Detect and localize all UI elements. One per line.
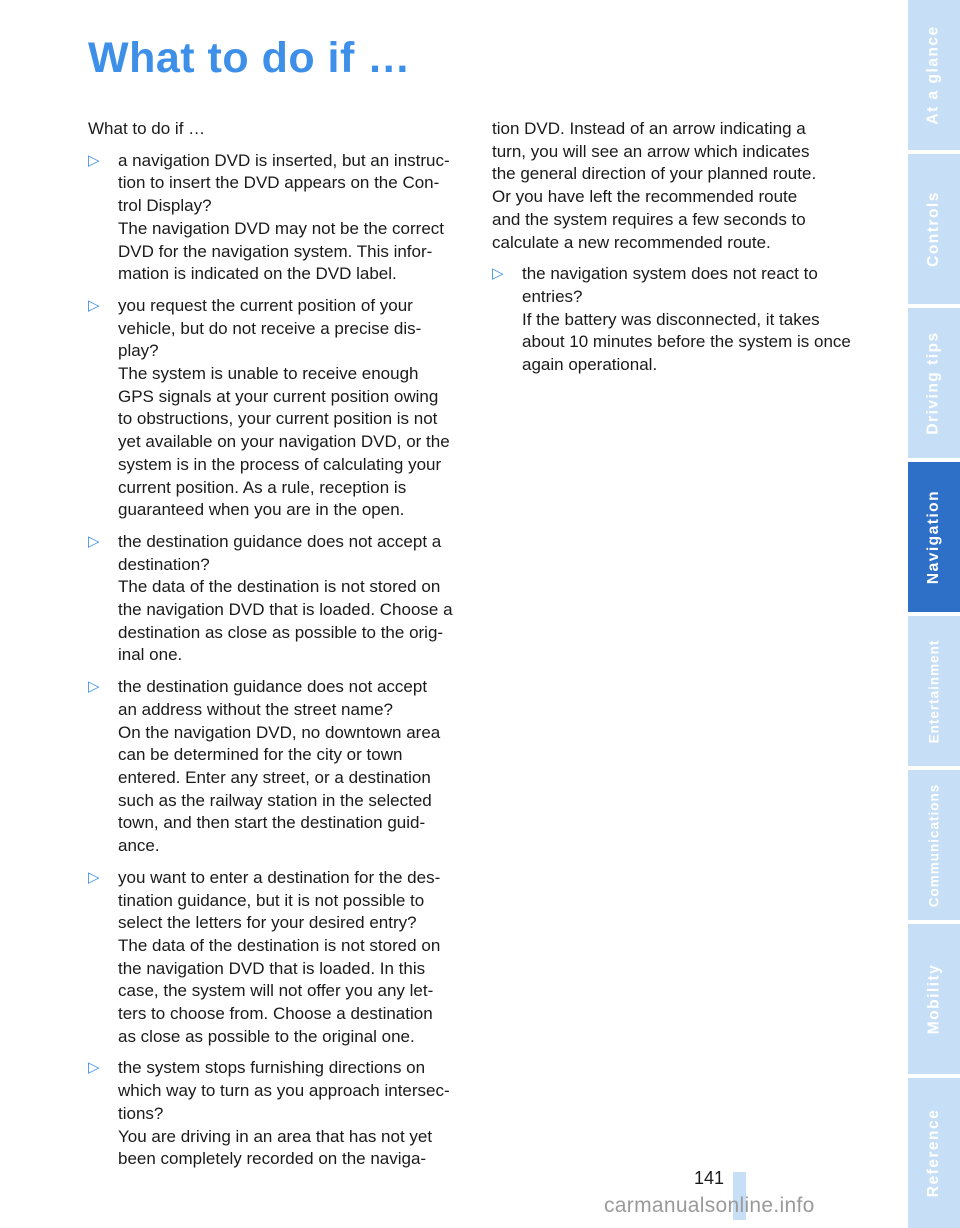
sidebar-tab-mobility[interactable] xyxy=(908,924,960,1074)
item-answer: mation is indicated on the DVD label. xyxy=(118,264,397,284)
item-answer: DVD for the navigation system. This infor- xyxy=(118,241,433,261)
sidebar-tab-navigation[interactable] xyxy=(908,462,960,612)
continuation-text xyxy=(492,118,870,254)
item-question: the system stops furnishing directions on xyxy=(118,1058,426,1078)
item-answer: been completely recorded on the naviga- xyxy=(118,1149,427,1169)
sidebar-tab-reference[interactable] xyxy=(908,1078,960,1228)
item-answer: about 10 minutes before the system is once xyxy=(522,332,851,352)
page-title: What to do if … xyxy=(88,34,411,82)
bullet-triangle-icon: ▷ xyxy=(88,151,100,169)
item-question: which way to turn as you approach intersec- xyxy=(118,1081,450,1101)
item-question: you want to enter a destination for the des- xyxy=(118,867,441,887)
item-answer: such as the railway station in the selected xyxy=(118,790,432,810)
item-answer: If the battery was disconnected, it takes xyxy=(522,309,820,329)
sidebar-tab-label: Mobility xyxy=(925,963,942,1035)
item-answer: inal one. xyxy=(118,645,183,665)
item-answer: again operational. xyxy=(522,355,658,375)
item-answer: case, the system will not offer you any let- xyxy=(118,981,434,1001)
sidebar-tab-label: Communications xyxy=(926,783,942,907)
continuation-line: turn, you will see an arrow which indicates xyxy=(492,141,810,161)
sidebar-tab-label: Entertainment xyxy=(926,639,942,743)
continuation-line: calculate a new recommended route. xyxy=(492,232,771,252)
item-question: a navigation DVD is inserted, but an instruc- xyxy=(118,150,450,170)
item-question: tination guidance, but it is not possible to xyxy=(118,890,425,910)
list-item xyxy=(88,867,466,1049)
item-answer: destination as close as possible to the orig- xyxy=(118,622,444,642)
item-question: tions? xyxy=(118,1103,164,1123)
item-question: entries? xyxy=(522,286,583,306)
item-answer: yet available on your navigation DVD, or the xyxy=(118,432,450,452)
continuation-line: tion DVD. Instead of an arrow indicating a xyxy=(492,119,806,138)
item-question: vehicle, but do not receive a precise dis- xyxy=(118,318,422,338)
item-answer: as close as possible to the original one. xyxy=(118,1026,415,1046)
continuation-line: the general direction of your planned route. xyxy=(492,164,817,184)
item-answer: can be determined for the city or town xyxy=(118,745,403,765)
item-question: select the letters for your desired entry? xyxy=(118,913,417,933)
bullet-triangle-icon: ▷ xyxy=(88,868,100,886)
item-question: play? xyxy=(118,341,159,361)
item-answer: The data of the destination is not stored on xyxy=(118,577,441,597)
bullet-triangle-icon: ▷ xyxy=(492,265,504,283)
right-column xyxy=(492,118,870,386)
item-list xyxy=(88,150,466,1171)
item-answer: guaranteed when you are in the open. xyxy=(118,500,405,520)
sidebar-tab-label: Navigation xyxy=(925,489,943,585)
item-answer: the navigation DVD that is loaded. Choose a xyxy=(118,600,453,620)
item-question: the destination guidance does not accept xyxy=(118,677,428,697)
item-answer: current position. As a rule, reception is xyxy=(118,477,407,497)
item-question: destination? xyxy=(118,554,210,574)
item-answer: You are driving in an area that has not yet xyxy=(118,1126,433,1146)
item-answer: town, and then start the destination guid- xyxy=(118,813,426,833)
item-question: you request the current position of your xyxy=(118,295,413,315)
item-answer: The navigation DVD may not be the correct xyxy=(118,218,444,238)
list-item xyxy=(88,531,466,667)
sidebar-tab-label: Reference xyxy=(925,1108,942,1198)
item-answer: to obstructions, your current position is not xyxy=(118,409,438,429)
item-answer: entered. Enter any street, or a destination xyxy=(118,767,431,787)
item-answer: On the navigation DVD, no downtown area xyxy=(118,722,441,742)
item-answer: the navigation DVD that is loaded. In this xyxy=(118,958,426,978)
item-answer: GPS signals at your current position owing xyxy=(118,386,439,406)
sidebar-tab-label: At a glance xyxy=(925,25,943,125)
intro-text: What to do if … xyxy=(88,119,206,138)
list-item xyxy=(492,263,870,377)
continuation-line: Or you have left the recommended route xyxy=(492,187,798,207)
item-question: an address without the street name? xyxy=(118,699,393,719)
item-question: tion to insert the DVD appears on the Con- xyxy=(118,173,440,193)
sidebar-tab-entertainment[interactable] xyxy=(908,616,960,766)
item-answer: system is in the process of calculating your xyxy=(118,454,442,474)
list-item xyxy=(88,1057,466,1171)
sidebar-tab-driving-tips[interactable] xyxy=(908,308,960,458)
left-column xyxy=(88,118,466,1180)
bullet-triangle-icon: ▷ xyxy=(88,532,100,550)
continuation-line: and the system requires a few seconds to xyxy=(492,209,806,229)
item-list-continued xyxy=(492,263,870,377)
sidebar-tab-label: Driving tips xyxy=(925,331,943,435)
sidebar-tab-at-a-glance[interactable] xyxy=(908,0,960,150)
bullet-triangle-icon: ▷ xyxy=(88,678,100,696)
item-answer: ters to choose from. Choose a destination xyxy=(118,1004,433,1024)
chapter-sidebar xyxy=(908,0,960,1220)
page-number: 141 xyxy=(693,1168,724,1188)
bullet-triangle-icon: ▷ xyxy=(88,296,100,314)
list-item xyxy=(88,295,466,522)
sidebar-tab-communications[interactable] xyxy=(908,770,960,920)
item-question: the destination guidance does not accept a xyxy=(118,531,442,551)
item-question: the navigation system does not react to xyxy=(522,264,818,284)
bullet-triangle-icon: ▷ xyxy=(88,1059,100,1077)
item-answer: ance. xyxy=(118,836,160,856)
item-question: trol Display? xyxy=(118,196,212,216)
item-answer: The data of the destination is not stored on xyxy=(118,935,441,955)
list-item xyxy=(88,150,466,286)
item-answer: The system is unable to receive enough xyxy=(118,364,419,384)
sidebar-tab-label: Controls xyxy=(925,191,942,267)
sidebar-tab-controls[interactable] xyxy=(908,154,960,304)
watermark-text: carmanualsonline.info xyxy=(604,1194,815,1217)
list-item xyxy=(88,676,466,858)
